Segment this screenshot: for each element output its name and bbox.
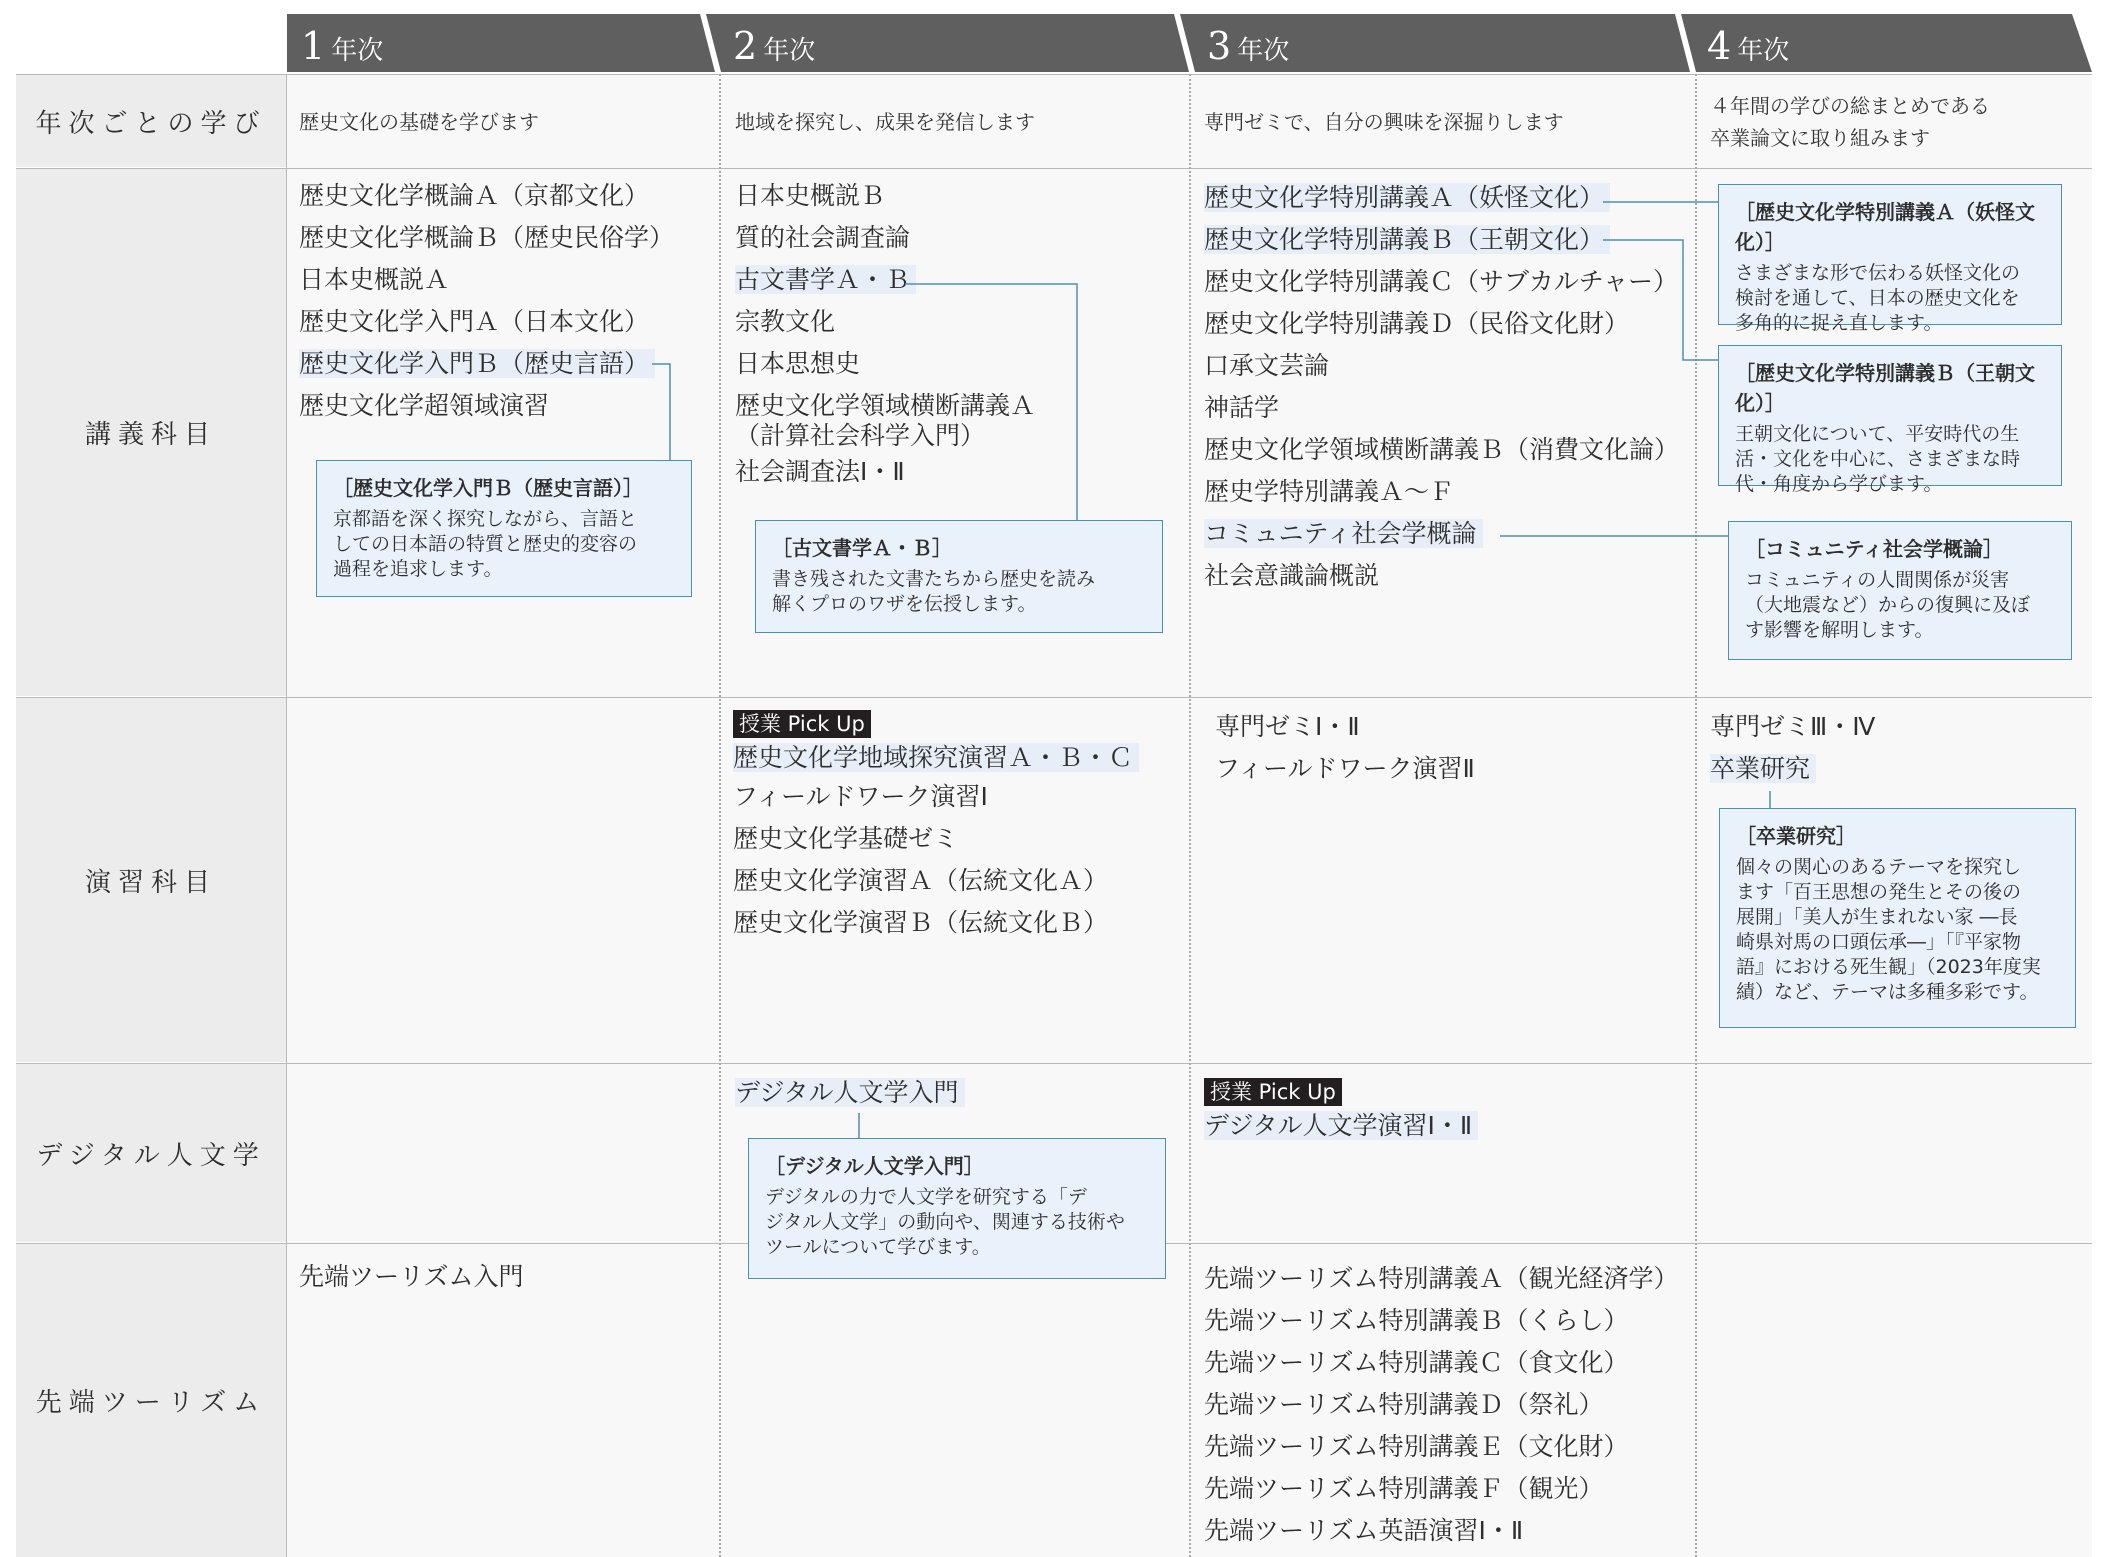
course-item: 日本史概説Ｂ [735, 181, 886, 210]
course-item: 先端ツーリズム特別講義Ｃ（食文化） [1204, 1348, 1629, 1377]
learning-y3: 専門ゼミで、自分の興味を深掘りします [1204, 110, 1564, 134]
year-header-shapes [287, 14, 2092, 72]
note-line: 展開」「美人が生まれない家 ―長 [1736, 906, 2018, 928]
year-header [287, 14, 2092, 72]
course-item-subtitle: （計算社会科学入門） [735, 421, 986, 450]
seminars-y2 [733, 710, 1139, 944]
row-label-lectures: 講義科目 [16, 169, 286, 696]
year-2-number: 2 [733, 24, 758, 68]
note-rekishi-gengo [316, 460, 692, 597]
course-item: 専門ゼミⅢ・Ⅳ [1710, 712, 1876, 741]
lectures-y1 [299, 175, 674, 427]
year-4-header [1707, 24, 1789, 68]
grid-line [16, 168, 2092, 169]
course-item-highlighted [733, 740, 1139, 776]
row-label-learning: 年次ごとの学び [16, 75, 286, 167]
note-line: しての日本語の特質と歴史的変容の [333, 533, 638, 555]
note-title: ［卒業研究］ [1736, 824, 1856, 848]
course-item: 社会調査法Ⅰ・Ⅱ [735, 457, 905, 486]
row-label-seminars: 演習科目 [16, 698, 286, 1062]
note-line: 過程を追求します。 [333, 558, 503, 580]
course-label: 卒業研究 [1710, 754, 1816, 783]
note-line: 京都語を深く探究しながら、言語と [333, 508, 638, 530]
course-item: フィールドワーク演習Ⅱ [1215, 754, 1475, 783]
column-divider [1189, 74, 1191, 1557]
course-item: 質的社会調査論 [735, 223, 911, 252]
year-3-unit: 年次 [1237, 36, 1290, 66]
note-community [1728, 521, 2072, 660]
note-komonjo [755, 520, 1163, 633]
pickup-badge: 授業 Pick Up [1204, 1078, 1342, 1106]
course-item: 先端ツーリズム特別講義Ｅ（文化財） [1204, 1432, 1629, 1461]
course-item-highlighted [735, 259, 1035, 301]
year-1-unit: 年次 [331, 36, 384, 66]
column-divider [719, 74, 721, 1557]
note-line: 績）など、テーマは多種多彩です。 [1736, 981, 2039, 1003]
course-item: 日本史概説Ａ [299, 265, 450, 294]
course-item: 日本思想史 [735, 349, 861, 378]
year-4-number: 4 [1707, 24, 1732, 68]
course-item: 先端ツーリズム英語演習Ⅰ・Ⅱ [1204, 1516, 1524, 1545]
course-item: 先端ツーリズム特別講義Ｆ（観光） [1204, 1474, 1604, 1503]
note-line: 語』における死生観」（2023年度実 [1736, 956, 2041, 978]
note-body [772, 567, 1146, 617]
course-item: 先端ツーリズム特別講義Ｂ（くらし） [1204, 1306, 1629, 1335]
course-label: 歴史文化学入門Ｂ（歴史言語） [299, 349, 655, 378]
course-item: 先端ツーリズム特別講義Ｄ（祭礼） [1204, 1390, 1604, 1419]
course-label: デジタル人文学入門 [735, 1078, 965, 1107]
note-line: 王朝文化について、平安時代の生 [1735, 423, 2020, 445]
course-item: 歴史文化学演習Ａ（伝統文化Ａ） [733, 866, 1109, 895]
seminars-y4 [1710, 706, 1875, 790]
course-item-highlighted [1710, 748, 1875, 790]
note-title: ［コミュニティ社会学概論］ [1745, 537, 2003, 561]
course-item: 専門ゼミⅠ・Ⅱ [1215, 712, 1360, 741]
note-line: デジタルの力で人文学を研究する「デ [765, 1186, 1087, 1208]
course-item: 歴史文化学概論Ｂ（歴史民俗学） [299, 223, 675, 252]
note-body [1736, 855, 2059, 1005]
course-item: 歴史文化学領域横断講義Ｂ（消費文化論） [1204, 435, 1680, 464]
pickup-badge: 授業 Pick Up [733, 710, 871, 738]
course-item: 先端ツーリズム入門 [299, 1262, 524, 1291]
note-line: 活・文化を中心に、さまざまな時 [1735, 448, 2021, 470]
learning-y4-line2: 卒業論文に取り組みます [1710, 126, 1930, 150]
note-line: 書き残された文書たちから歴史を読み [772, 568, 1096, 590]
learning-y4-line1: ４年間の学びの総まとめである [1710, 94, 1990, 118]
course-label: 古文書学Ａ・Ｂ [735, 265, 916, 294]
course-item: 歴史文化学概論Ａ（京都文化） [299, 181, 650, 210]
row-label-digital: デジタル人文学 [16, 1064, 286, 1242]
year-3-number: 3 [1207, 24, 1232, 68]
digital-y3 [1204, 1078, 1478, 1144]
course-item-highlighted [299, 343, 674, 385]
note-body [1735, 261, 2045, 336]
course-label: デジタル人文学演習Ⅰ・Ⅱ [1204, 1111, 1478, 1140]
year-4-unit: 年次 [1737, 36, 1790, 66]
course-item: 神話学 [1204, 393, 1280, 422]
note-youkai [1718, 184, 2062, 334]
year-2-unit: 年次 [763, 36, 816, 66]
note-title: ［デジタル人文学入門］ [765, 1154, 984, 1178]
course-item: 歴史文化学領域横断講義Ａ [735, 391, 1036, 420]
grid-line [16, 697, 2092, 698]
tourism-y3 [1204, 1258, 1679, 1552]
course-item: 歴史文化学演習Ｂ（伝統文化Ｂ） [733, 908, 1109, 937]
course-label: 歴史文化学特別講義Ａ（妖怪文化） [1204, 183, 1610, 212]
note-line: ジタル人文学」の動向や、関連する技術や [765, 1211, 1125, 1233]
note-body [765, 1185, 1149, 1260]
note-line: ツールについて学びます。 [765, 1236, 991, 1258]
course-item: 歴史文化学特別講義Ｃ（サブカルチャー） [1204, 267, 1679, 296]
course-item-highlighted [735, 1072, 965, 1114]
course-item: 歴史学特別講義Ａ～Ｆ [1204, 477, 1455, 506]
course-item: 宗教文化 [735, 307, 836, 336]
note-ouchou [1718, 345, 2062, 495]
lectures-y2 [735, 175, 1035, 493]
note-line: 代・角度から学びます。 [1735, 473, 1943, 495]
row-label-tourism: 先端ツーリズム [16, 1244, 286, 1557]
course-item-highlighted [1204, 177, 1679, 219]
grid-line [16, 74, 2092, 75]
note-line: ます「百王思想の発生とその後の [1736, 881, 2022, 903]
grid-line [16, 1063, 2092, 1064]
learning-y1: 歴史文化の基礎を学びます [299, 110, 539, 134]
year-2-header [733, 24, 815, 68]
course-item: 歴史文化学特別講義Ｄ（民俗文化財） [1204, 309, 1630, 338]
lectures-y3 [1204, 177, 1679, 597]
course-item: 歴史文化学入門Ａ（日本文化） [299, 307, 650, 336]
note-title: ［歴史文化学入門Ｂ（歴史言語）］ [333, 476, 643, 500]
learning-y4 [1710, 90, 1990, 154]
note-line: コミュニティの人間関係が災害 [1745, 569, 2010, 591]
course-item: 口承文芸論 [1204, 351, 1330, 380]
note-line: 多角的に捉え直します。 [1735, 312, 1943, 334]
seminars-y3 [1215, 706, 1475, 790]
year-1-number: 1 [301, 24, 326, 68]
course-item: 歴史文化学基礎ゼミ [733, 824, 959, 853]
grid-line [286, 74, 287, 1557]
note-title: ［古文書学Ａ・Ｂ］ [772, 536, 952, 560]
course-item: 先端ツーリズム特別講義Ａ（観光経済学） [1204, 1264, 1679, 1293]
note-line: 崎県対馬の口頭伝承―」「『平家物 [1736, 931, 2022, 953]
note-sotsugyo [1719, 808, 2076, 1028]
course-item: フィールドワーク演習Ⅰ [733, 782, 988, 811]
course-label: 歴史文化学特別講義Ｂ（王朝文化） [1204, 225, 1610, 254]
learning-y2: 地域を探究し、成果を発信します [735, 110, 1035, 134]
note-line: 解くプロのワザを伝授します。 [772, 593, 1037, 615]
course-item-highlighted [1204, 1108, 1478, 1144]
note-line: さまざまな形で伝わる妖怪文化の [1735, 262, 2021, 284]
course-item-highlighted [1204, 219, 1679, 261]
note-title: ［歴史文化学特別講義Ｂ（王朝文化）］ [1735, 361, 2035, 415]
course-label: 歴史文化学地域探究演習Ａ・Ｂ・Ｃ [733, 743, 1139, 772]
column-divider [1695, 74, 1697, 1557]
note-title: ［歴史文化学特別講義Ａ（妖怪文化）］ [1735, 200, 2035, 254]
note-body [1735, 422, 2045, 497]
course-item-highlighted [1204, 513, 1679, 555]
tourism-y1 [299, 1256, 524, 1298]
note-line: （大地震など）からの復興に及ぼ [1745, 594, 2031, 616]
note-line: す影響を解明します。 [1745, 619, 1934, 641]
digital-y2 [735, 1072, 965, 1114]
year-3-header [1207, 24, 1289, 68]
note-body [333, 507, 675, 582]
course-item: 歴史文化学超領域演習 [299, 391, 550, 420]
course-label: コミュニティ社会学概論 [1204, 519, 1483, 548]
year-1-header [301, 24, 383, 68]
note-digital [748, 1138, 1166, 1279]
note-line: 個々の関心のあるテーマを探究し [1736, 856, 2022, 878]
course-item: 社会意識論概説 [1204, 561, 1380, 590]
note-line: 検討を通して、日本の歴史文化を [1735, 287, 2020, 309]
note-body [1745, 568, 2055, 643]
